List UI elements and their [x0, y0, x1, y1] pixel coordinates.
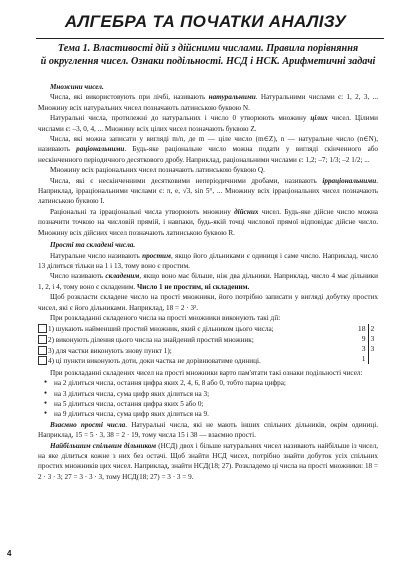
text: . Наприклад, ірраціональними числами є: π, e, √3, sin 5°, ... Множину всіх ірраціональних чисел позначають латинською буквою I. [38, 176, 378, 206]
term-gcd: Найбільшим спільним дільником [50, 441, 157, 450]
term-composite: складеним [105, 272, 140, 281]
factor-dividend: 9 [356, 334, 369, 344]
step-box [38, 324, 47, 333]
section-title: АЛГЕБРА ТА ПОЧАТКИ АНАЛІЗУ [64, 12, 347, 31]
term-rational: раціональними [76, 145, 125, 154]
term-real: дійсних [234, 207, 259, 216]
prime-heading: Прості та складені числа. [50, 241, 136, 250]
page-body [38, 82, 378, 482]
factor-divisor: 3 [370, 344, 375, 354]
note-one: Число 1 не простим, ні складеним. [137, 282, 250, 291]
factor-row [356, 344, 380, 354]
steps-list [38, 324, 378, 366]
text: . Натуральними числами є: 1, 2, 3, ... Множину всіх натуральних чисел позначають латинською буквою N. [38, 93, 378, 112]
paragraph-rational [38, 134, 378, 165]
term-natural: натуральними [208, 93, 256, 102]
step-box [38, 346, 47, 355]
term-irrational: ірраціональними [322, 176, 377, 185]
factor-row [356, 324, 380, 334]
topic-line-1: Тема 1. Властивості дій з дійсними числами. Правила порівняння [57, 43, 359, 54]
term-integers: цілих [310, 114, 328, 123]
paragraph-steps-intro: При розкладанні складеного числа на прості множники виконують такі дії: [50, 313, 281, 322]
text: (НСД) двох і більше натуральних чисел називають найбільше із чисел, на яке ділиться кожне з них без остачі. Щоб знайти НСД чисел, потрібно знайти добуток усіх спільних простих множників цих чисел. Наприклад, знайти НСД(18; 27). Розкладемо ці числа на прості множники: 18 = 2 · 3 · 3; 27 = 3 · 3 · 3, тому НСД(18; 27) = 3 · 3 = 9. [38, 441, 378, 481]
paragraph-rational-set: Множину всіх раціональних чисел позначають латинською буквою Q. [50, 166, 265, 175]
paragraph-divisibility-intro: При розкладанні складених чисел на прості множники варто пам'ятати такі ознаки подільності чисел: [50, 368, 363, 377]
step-item [38, 324, 378, 335]
rule-item: ● на 5 ділиться числа, остання цифра яких 5 або 0; [38, 399, 378, 409]
factor-dividend: 3 [356, 344, 369, 354]
paragraph-coprime [38, 420, 378, 441]
term-prime: простим [142, 251, 171, 260]
paragraph-factorization: Щоб розкласти складене число на прості множники, його потрібно записати у вигляді добутку простих чисел, які є його дільниками. Наприклад, 18 = 2 · 3². [38, 293, 378, 312]
text: Натуральні числа, протилежні до натуральних і число 0 утворюють множину [50, 114, 311, 123]
text: Натуральне число називають [50, 251, 143, 260]
text: чисел. Цілими числами є: –3, 0, 4, ... Множину всіх цілих чисел позначають буквою Z. [38, 114, 378, 133]
step-text: 4) ці пункти виконують доти, доки частка не дорівнюватиме одиниці. [48, 357, 261, 366]
text: . Будь-яке раціональне число можна подати у вигляді скінченного або нескінченного періодичного десяткового дробу. Наприклад, раціональними числами є: 1,2; –7; 1/3; –2 1/2; ... [38, 145, 379, 164]
factor-row [356, 334, 380, 344]
title-underline [36, 38, 384, 39]
paragraph-irrational [38, 176, 378, 207]
factor-divisor [369, 354, 381, 364]
text: Раціональні та ірраціональні числа утворюють множину [50, 207, 235, 216]
step-item [38, 335, 378, 346]
factor-dividend: 1 [356, 354, 369, 364]
step-item [38, 356, 378, 367]
text: Число називають [50, 272, 106, 281]
text: , якщо воно має більше, ніж два дільники. Наприклад, число 4 має дільники 1, 2, і 4, тому воно є складеним. [38, 272, 379, 291]
term-coprime: Взаємно прості числа [50, 420, 126, 429]
text: Числа, які є нескінченними десятковими неперіодичними дробами, називають [50, 176, 323, 185]
paragraph-real [38, 207, 378, 238]
factor-dividend: 18 [356, 324, 369, 334]
step-box [38, 356, 47, 365]
topic-line-2: й округлення чисел. Ознаки подільності. НСД і НСК. Арифметичні задачі [40, 55, 376, 67]
topic-heading [38, 43, 378, 68]
factorization-table [356, 324, 380, 364]
paragraph-integers [38, 113, 378, 134]
sets-heading: Множини чисел. [50, 83, 104, 91]
step-text: 1) шукають найменший простий множник, який є дільником цього числа; [48, 325, 274, 334]
factor-row [356, 354, 380, 364]
text: Числа, які використовують при лічбі, називають [50, 93, 209, 102]
page-number: 4 [7, 549, 12, 558]
rule-item: ● на 2 ділиться числа, остання цифра яких 2, 4, 6, 8 або 0, тобто парна цифра; [38, 378, 378, 388]
text: . Натуральні числа, які не мають інших спільних дільників, окрім одиниці. Наприклад, 15 = 5 · 3, 38 = 2 · 19, тому числа 15 і 38 — взаємно прості. [38, 420, 379, 440]
factor-divisor: 3 [370, 334, 375, 344]
paragraph-natural [38, 92, 378, 113]
factor-divisor: 2 [370, 324, 375, 334]
step-box [38, 335, 47, 344]
step-text: 3) для частки виконують знову пункт 1); [48, 346, 172, 355]
text: Числа, які можна записати у вигляді m/n, де m — ціле число (m∈Z), n — натуральне число (n∈N), називають [38, 135, 378, 154]
rule-item: ● на 3 ділиться числа, сума цифр яких ділиться на 3; [38, 389, 378, 399]
paragraph-composite [38, 271, 378, 292]
step-item [38, 346, 378, 357]
rule-item: ● на 9 ділиться числа, сума цифр яких ділиться на 9. [38, 409, 378, 419]
paragraph-gcd [38, 441, 378, 483]
text: , якщо його дільниками є одиниця і саме число. Наприклад, число 13 ділиться тільки на 1 і 13, тому воно є простим. [38, 251, 379, 270]
paragraph-prime [38, 251, 378, 272]
step-text: 2) виконують ділення цього числа на знайдений простий множник; [48, 335, 254, 344]
text: чисел. Будь-яке дійсне число можна позначити точкою на числовій прямій, і навпаки, будь-якій точці числової прямої відповідає дійсне число. Множину всіх дійсних чисел позначають латинською буквою R. [38, 207, 378, 237]
